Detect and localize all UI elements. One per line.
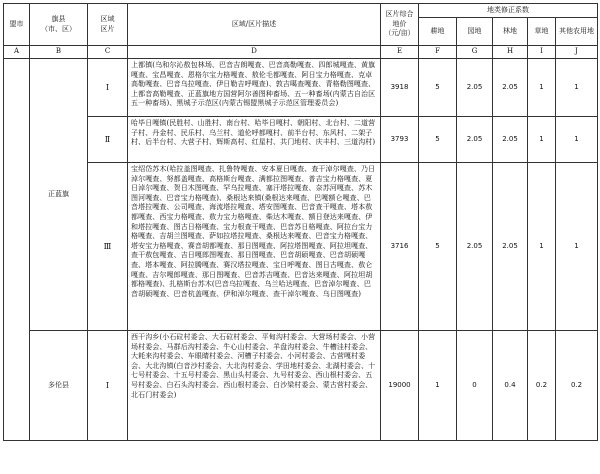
header-coefficient-group: 地类修正系数 bbox=[419, 4, 598, 18]
coef-cultivated: 5 bbox=[419, 117, 457, 163]
letter-cell: A bbox=[4, 46, 30, 59]
zone-cell: Ⅲ bbox=[88, 163, 128, 331]
coef-grass: 1 bbox=[528, 163, 556, 331]
coef-forest: 2.05 bbox=[493, 117, 528, 163]
header-other-ag: 其他农用地 bbox=[556, 18, 598, 46]
letter-cell: H bbox=[493, 46, 528, 59]
banner-cell: 多伦县 bbox=[30, 331, 88, 441]
description-cell: 哈毕日嘎镇(民胜村、山胜村、南台村、哈毕日嘎村、朝阳村、北台村、二道营子村、丹金村、民乐村、乌兰村、道伦呼都嘎村、前半台村、东风村、二架子村、后半台村、大营子村、辉斯高村、红星村、共门地村、庆丰村、三道沟村) bbox=[128, 117, 381, 163]
header-grass: 草地 bbox=[528, 18, 556, 46]
coef-garden: 2.05 bbox=[457, 163, 493, 331]
coef-cultivated: 1 bbox=[419, 331, 457, 441]
description-cell: 宝绍岱苏木(哈拉盖图嘎查、扎鲁特嘎查、安本夏日嘎查、查干淖尔嘎查、乃日淖尔嘎查、努都盖嘎查、高格斯台嘎查、满都拉图嘎查、普吉宝力格嘎查、夏日淖尔嘎查、贺日木图嘎查、罕乌拉嘎查、塞汗塔拉嘎查、奈苏河嘎查、苏木图河嘎查、巴音宝力格嘎查)、桑根达来镇(桑根达来嘎查、巴嘎额仑嘎查、巴音塔拉嘎查、公司嘎查、海流塔拉嘎查、塔安图嘎查、巴音查干嘎查、塔本敖都嘎查、西宝力格嘎查、敖力宝力格嘎查、柴达木嘎查、额日登达来嘎查、伊和塔拉嘎查、图古日格嘎查、宝力根查干嘎查、巴音苏日格嘎查、阿拉台宝力格嘎查、吉胡兰图嘎查、萨如拉塔拉嘎查、桑根达来嘎查、巴音宝力格嘎查、塔安宝力格嘎查、赛音胡都嘎查、那日图嘎查、阿拉塔图嘎查、阿拉坦嘎查、查干敖包嘎查、吉日嘎郎图嘎查、那日图嘎查、巴音胡硕嘎查、巴音胡硕嘎查、塔本嘎查、阿拉腾嘎查、赛汉塔拉嘎查、宝日呼嘎查、图日古嘎查、敖仑嘎查、吉尔嘎郎嘎查、那日图嘎查、巴音苏吉嘎查、巴音达来嘎查、阿拉坦胡都格嘎查)、扎格斯台苏木(巴音乌拉嘎查、乌兰哈达嘎查、巴音淖尔嘎查、巴音胡硕嘎查、巴音杭盖嘎查、伊和淖尔嘎查、查干淖尔嘎查、乌日图嘎查) bbox=[128, 163, 381, 331]
banner-cell: 正蓝旗 bbox=[30, 59, 88, 331]
coef-garden: 2.05 bbox=[457, 59, 493, 117]
coef-forest: 2.05 bbox=[493, 59, 528, 117]
price-cell: 3918 bbox=[381, 59, 419, 117]
coef-other: 1 bbox=[556, 59, 598, 117]
letter-cell: E bbox=[381, 46, 419, 59]
description-cell: 西干沟乡(小石砬村委会、大石砬村委会、平甸沟村委会、大营场村委会、小营场村委会、马群后沟村委会、牛心山村委会、羊盘沟村委会、牛槽洼村委会、大耗来沟村委会、车眼睛村委会、河槽子村委会、小河村委会、古营嘎村委会、大北沟镇(白音沙村委会、大北沟村委会、学田地村委会、北湖村委会、十七号村委会、十五号村委会、黑山头村委会、九号村委会、西山根村委会、五号村委会、白石头沟村委会、西山根村委会、白沙梁村委会、蒙古营村委会、北石门村委会) bbox=[128, 331, 381, 441]
table-row bbox=[4, 331, 598, 441]
table-row bbox=[4, 117, 598, 163]
description-cell: 上都镇(乌和尔沁敖包林场、巴音吉朗嘎查、巴音高勒嘎查、四郎城嘎查、黄旗嘎查、宝昌嘎查、恩格尔宝力格嘎查、敖伦毛都嘎查、阿日宝力格嘎查、克卓高勒嘎查、巴音乌拉嘎查、伊日勒吉呼嘎查)、敦吉噶查嘎查、青格勒图嘎查、上都音高勒嘎查、正蓝旗地方国营阿尔善图种畜场、五一种畜场(内蒙古自治区五一种畜场)、黑城子示范区(内蒙古锡盟黑城子示范区管理委员会) bbox=[128, 59, 381, 117]
price-cell: 19000 bbox=[381, 331, 419, 441]
letter-cell: B bbox=[30, 46, 88, 59]
coef-cultivated: 5 bbox=[419, 163, 457, 331]
league-cell bbox=[4, 59, 30, 441]
header-price: 区片综合 地价 （元/亩） bbox=[381, 4, 419, 46]
zone-cell: Ⅱ bbox=[88, 117, 128, 163]
letter-cell: G bbox=[457, 46, 493, 59]
coef-grass: 0.2 bbox=[528, 331, 556, 441]
letter-cell: J bbox=[556, 46, 598, 59]
coef-grass: 1 bbox=[528, 59, 556, 117]
header-league: 盟市 bbox=[4, 4, 30, 46]
coef-garden: 0 bbox=[457, 331, 493, 441]
coef-garden: 2.05 bbox=[457, 117, 493, 163]
header-description: 区域/区片描述 bbox=[128, 4, 381, 46]
zone-cell: Ⅰ bbox=[88, 331, 128, 441]
header-cultivated: 耕地 bbox=[419, 18, 457, 46]
letter-cell: I bbox=[528, 46, 556, 59]
letter-cell: D bbox=[128, 46, 381, 59]
price-cell: 3793 bbox=[381, 117, 419, 163]
header-forest: 林地 bbox=[493, 18, 528, 46]
header-zone: 区域 区片 bbox=[88, 4, 128, 46]
coef-other: 0.2 bbox=[556, 331, 598, 441]
coef-forest: 2.05 bbox=[493, 163, 528, 331]
zone-cell: Ⅰ bbox=[88, 59, 128, 117]
coef-grass: 1 bbox=[528, 117, 556, 163]
coef-forest: 0.4 bbox=[493, 331, 528, 441]
table-row bbox=[4, 59, 598, 117]
coef-other: 1 bbox=[556, 163, 598, 331]
letter-cell: F bbox=[419, 46, 457, 59]
header-banner: 旗县 （市、区） bbox=[30, 4, 88, 46]
header-garden: 园地 bbox=[457, 18, 493, 46]
coef-cultivated: 5 bbox=[419, 59, 457, 117]
table-row bbox=[4, 163, 598, 331]
letter-cell: C bbox=[88, 46, 128, 59]
price-cell: 3716 bbox=[381, 163, 419, 331]
coef-other: 1 bbox=[556, 117, 598, 163]
letters-row bbox=[4, 46, 598, 59]
land-price-table bbox=[3, 3, 598, 441]
